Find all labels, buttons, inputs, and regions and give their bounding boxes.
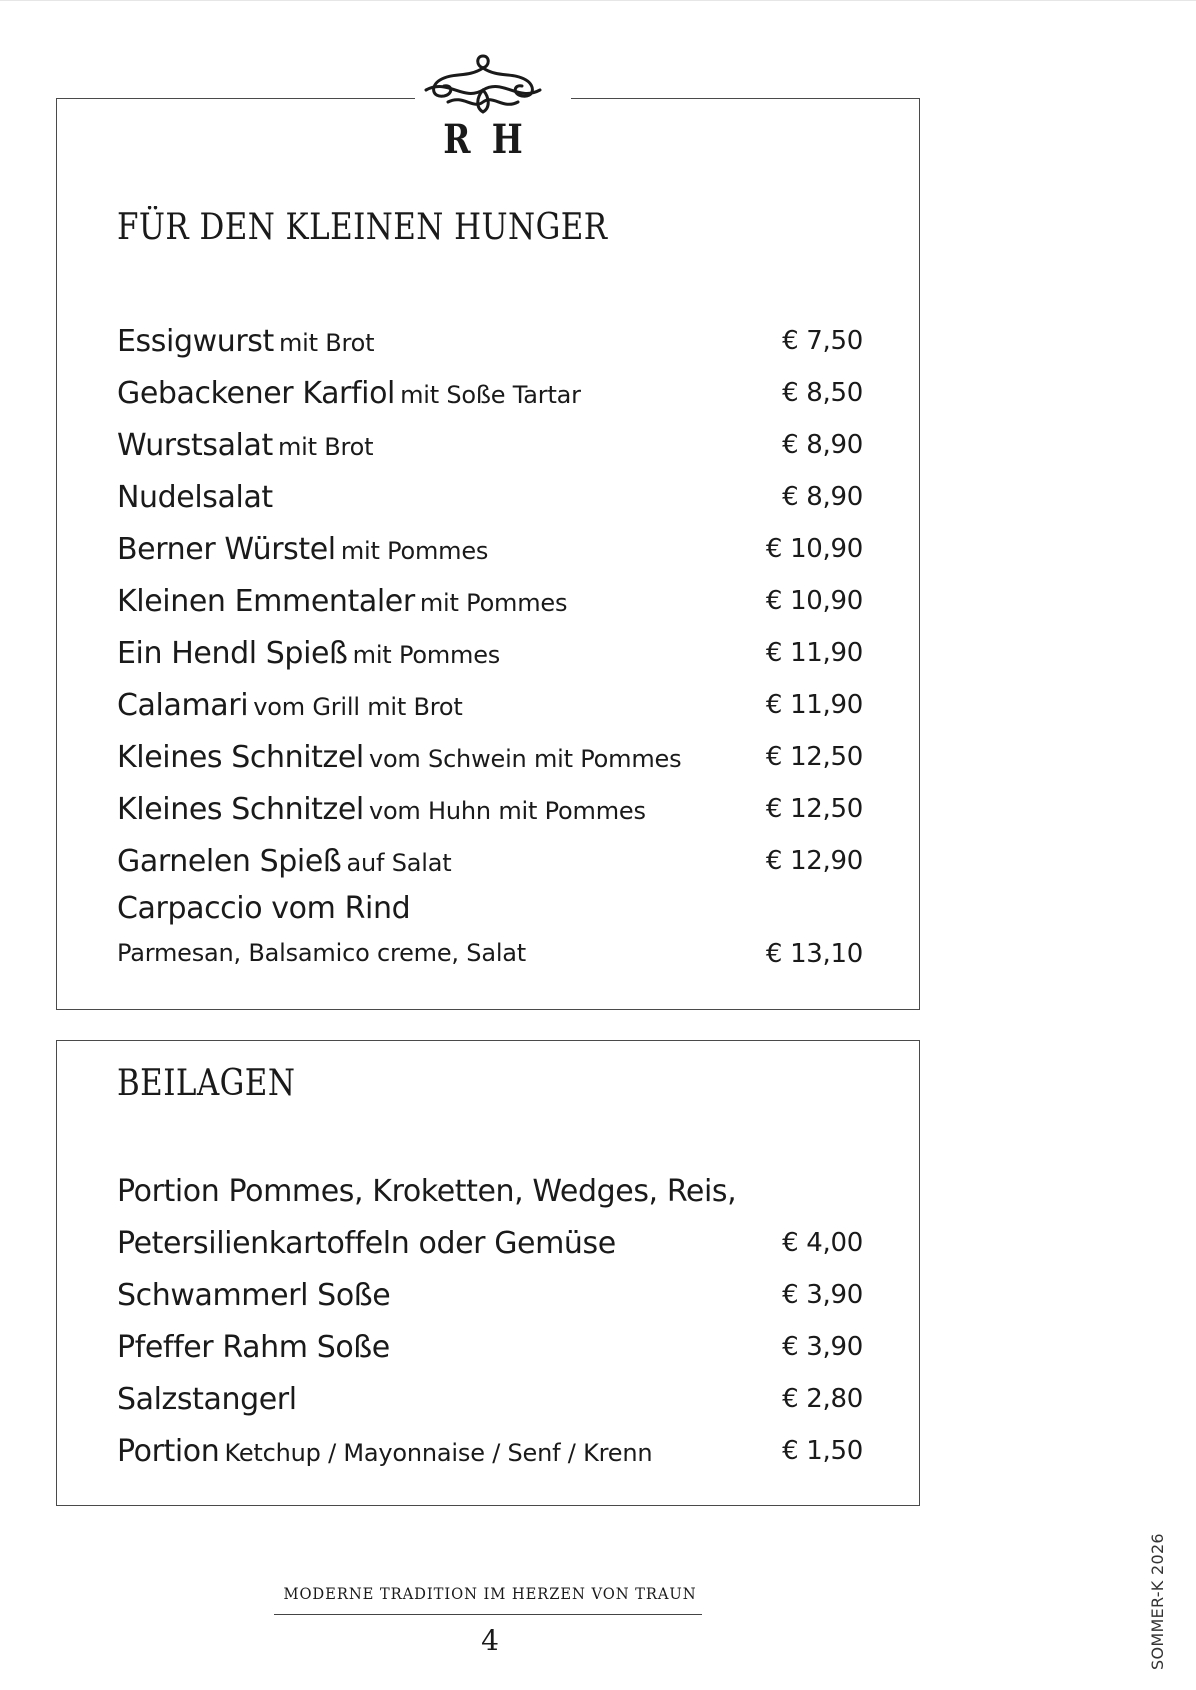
menu-item bbox=[117, 1165, 863, 1217]
item-name: Portion Pommes, Kroketten, Wedges, Reis, bbox=[117, 1173, 737, 1209]
menu-item bbox=[117, 315, 863, 367]
item-name: Salzstangerl bbox=[117, 1381, 297, 1417]
item-name: Kleinen Emmentaler bbox=[117, 583, 415, 619]
item-price: € 4,00 bbox=[782, 1228, 863, 1258]
item-price: € 13,10 bbox=[765, 939, 863, 969]
item-price: € 3,90 bbox=[782, 1332, 863, 1362]
menu-version-code: SOMMER-K 2026 bbox=[1148, 1533, 1167, 1670]
item-name: Portion bbox=[117, 1433, 220, 1469]
item-price: € 2,80 bbox=[782, 1384, 863, 1414]
item-price: € 10,90 bbox=[765, 534, 863, 564]
item-name: Kleines Schnitzel bbox=[117, 791, 364, 827]
menu-item bbox=[117, 471, 863, 523]
item-name: Nudelsalat bbox=[117, 479, 273, 515]
item-price: € 11,90 bbox=[765, 638, 863, 668]
footer-divider bbox=[274, 1614, 702, 1615]
item-price: € 8,50 bbox=[782, 378, 863, 408]
menu-item bbox=[117, 835, 863, 887]
item-price: € 12,50 bbox=[765, 794, 863, 824]
item-desc: Parmesan, Balsamico creme, Salat bbox=[117, 939, 527, 967]
menu-item bbox=[117, 523, 863, 575]
menu-item bbox=[117, 731, 863, 783]
item-name: Ein Hendl Spieß bbox=[117, 635, 348, 671]
item-desc: mit Brot bbox=[277, 432, 374, 461]
menu-item bbox=[117, 419, 863, 471]
item-name: Wurstsalat bbox=[117, 427, 273, 463]
page-number: 4 bbox=[481, 1624, 499, 1657]
menu-list bbox=[117, 315, 863, 977]
item-name: Pfeffer Rahm Soße bbox=[117, 1329, 390, 1365]
item-name: Schwammerl Soße bbox=[117, 1277, 391, 1313]
item-desc: vom Grill mit Brot bbox=[253, 692, 463, 721]
item-desc: mit Pommes bbox=[419, 588, 568, 617]
logo-initials: R H bbox=[443, 116, 523, 163]
menu-item bbox=[117, 1373, 863, 1425]
item-price: € 7,50 bbox=[782, 326, 863, 356]
item-desc: vom Schwein mit Pommes bbox=[368, 744, 682, 773]
item-price: € 10,90 bbox=[765, 586, 863, 616]
item-desc: mit Pommes bbox=[340, 536, 489, 565]
footer-tagline: MODERNE TRADITION IM HERZEN VON TRAUN bbox=[283, 1584, 697, 1603]
item-price: € 12,90 bbox=[765, 846, 863, 876]
item-name: Petersilienkartoffeln oder Gemüse bbox=[117, 1225, 616, 1261]
section-beilagen bbox=[56, 1040, 920, 1506]
menu-item bbox=[117, 1269, 863, 1321]
item-name: Kleines Schnitzel bbox=[117, 739, 364, 775]
section-title: BEILAGEN bbox=[117, 1063, 296, 1104]
menu-item bbox=[117, 783, 863, 835]
item-name: Garnelen Spieß bbox=[117, 843, 342, 879]
menu-item bbox=[117, 575, 863, 627]
item-name: Carpaccio vom Rind bbox=[117, 891, 411, 926]
menu-item bbox=[117, 1321, 863, 1373]
section-kleiner-hunger bbox=[56, 98, 920, 1010]
item-desc: Ketchup / Mayonnaise / Senf / Krenn bbox=[224, 1438, 653, 1467]
menu-item bbox=[117, 679, 863, 731]
restaurant-logo bbox=[418, 50, 548, 170]
item-price: € 11,90 bbox=[765, 690, 863, 720]
item-name: Calamari bbox=[117, 687, 249, 723]
item-desc: auf Salat bbox=[346, 848, 452, 877]
item-desc: mit Brot bbox=[278, 328, 375, 357]
item-desc: mit Soße Tartar bbox=[400, 380, 581, 409]
item-price: € 8,90 bbox=[782, 430, 863, 460]
item-name: Gebackener Karfiol bbox=[117, 375, 395, 411]
menu-item bbox=[117, 887, 863, 977]
menu-list bbox=[117, 1165, 863, 1477]
item-price: € 8,90 bbox=[782, 482, 863, 512]
item-desc: vom Huhn mit Pommes bbox=[368, 796, 646, 825]
page-top-edge bbox=[0, 0, 1196, 1]
item-name: Essigwurst bbox=[117, 323, 274, 359]
menu-item bbox=[117, 627, 863, 679]
item-price: € 1,50 bbox=[782, 1436, 863, 1466]
item-price: € 12,50 bbox=[765, 742, 863, 772]
item-desc: mit Pommes bbox=[352, 640, 501, 669]
item-name: Berner Würstel bbox=[117, 531, 336, 567]
menu-item bbox=[117, 367, 863, 419]
section-title: FÜR DEN KLEINEN HUNGER bbox=[117, 207, 608, 248]
menu-item bbox=[117, 1425, 863, 1477]
item-price: € 3,90 bbox=[782, 1280, 863, 1310]
ornament-icon bbox=[418, 50, 548, 120]
menu-item bbox=[117, 1217, 863, 1269]
